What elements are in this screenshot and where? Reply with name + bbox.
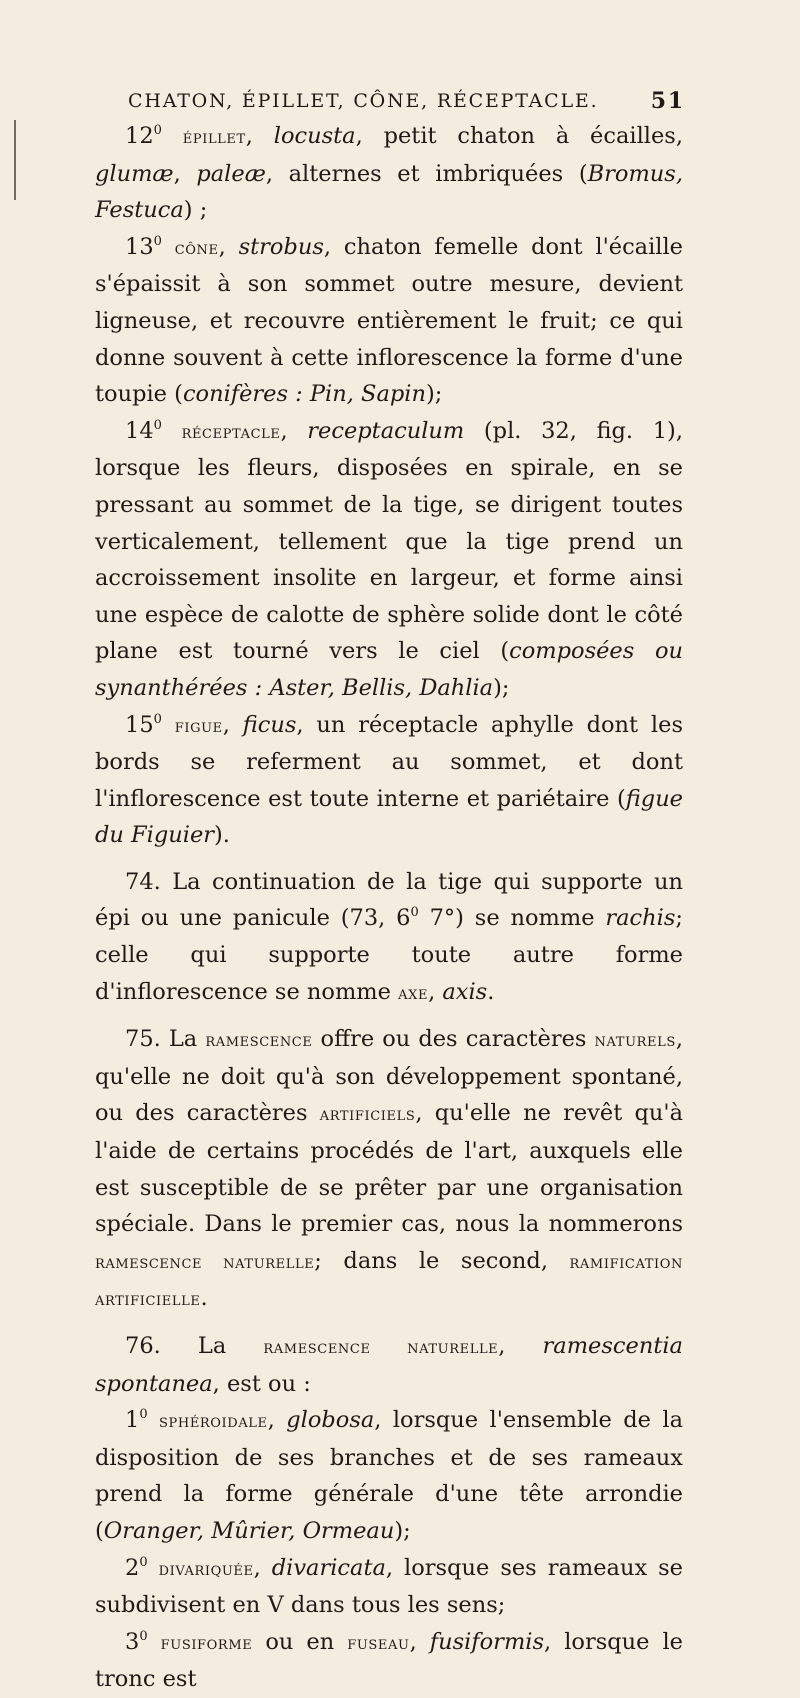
text-run: , bbox=[173, 160, 197, 187]
text-run: 76. La bbox=[125, 1333, 264, 1359]
text-run: , chaton femelle dont l'écaille s'épaissit à son sommet outre mesure, devient ligneuse, et recouvre entièrement le fruit; ce qui donne souvent à cette inflorescence la forme d'une toupie ( bbox=[95, 233, 683, 408]
small-caps-term: réceptacle bbox=[181, 420, 281, 443]
paragraph-receptacle bbox=[95, 413, 683, 707]
superscript: 0 bbox=[153, 417, 162, 433]
text-run: , lorsque l'ensemble de la disposition de ses branches et de ses rameaux prend la forme générale d'une tête arrondie ( bbox=[95, 1407, 683, 1544]
superscript: 0 bbox=[153, 233, 162, 249]
text-run: , qu'elle ne revêt qu'à l'aide de certains procédés de l'art, auxquels elle est susceptible de se prêter par une organisation spéciale. Dans le premier cas, nous la nommerons bbox=[95, 1100, 683, 1238]
small-caps-term: fuseau bbox=[347, 1631, 410, 1654]
text-run: , petit chaton à écailles, bbox=[355, 123, 683, 149]
italic-term: axis bbox=[442, 978, 488, 1005]
paragraph-divariquee bbox=[95, 1550, 683, 1624]
text-run: 14 bbox=[125, 417, 154, 444]
text-run bbox=[162, 418, 182, 444]
text-run bbox=[148, 1629, 161, 1655]
page-number: 51 bbox=[650, 88, 685, 114]
text-run: , lorsque ses rameaux se subdivisent en V dans tous les sens; bbox=[95, 1554, 684, 1619]
text-run: ); bbox=[425, 381, 443, 408]
text-run: ); bbox=[493, 674, 510, 701]
paragraph-fusiforme bbox=[95, 1624, 683, 1698]
text-run: , bbox=[409, 1628, 430, 1655]
text-run: , lorsque le tronc est bbox=[95, 1628, 683, 1693]
text-run: . bbox=[487, 978, 495, 1005]
text-run: , qu'elle ne doit qu'à son développement spontané, ou des caractères bbox=[95, 1026, 683, 1127]
italic-term: paleæ bbox=[196, 160, 266, 187]
text-run: 3 bbox=[125, 1628, 140, 1655]
text-run: , bbox=[253, 1554, 272, 1581]
text-run: , bbox=[218, 233, 239, 260]
text-run bbox=[148, 1407, 159, 1433]
text-run: , bbox=[222, 711, 243, 738]
italic-term: composées ou synanthérées : Aster, Bellis, Dahlia bbox=[95, 638, 683, 701]
superscript: 0 bbox=[139, 1554, 148, 1570]
small-caps-term: sphéroidale bbox=[159, 1410, 268, 1433]
superscript: 0 bbox=[153, 123, 162, 138]
text-run: 2 bbox=[125, 1554, 140, 1581]
small-caps-term: fusiforme bbox=[160, 1631, 253, 1654]
text-run: , bbox=[428, 978, 443, 1005]
page-header bbox=[128, 90, 685, 120]
italic-term: figue du Figuier bbox=[95, 785, 683, 849]
italic-term: divaricata bbox=[271, 1554, 386, 1581]
text-run: ; celle qui supporte toute autre forme d'inflorescence se nomme bbox=[95, 905, 683, 1005]
small-caps-term: cône bbox=[174, 236, 219, 259]
text-run: , un réceptacle aphylle dont les bords se referment au sommet, et dont l'inflorescence est toute interne et pariétaire ( bbox=[95, 711, 683, 812]
superscript: 0 bbox=[153, 711, 162, 727]
italic-term: locusta bbox=[273, 123, 356, 149]
margin-line bbox=[14, 120, 16, 200]
text-run: ) ; bbox=[183, 197, 208, 224]
text-run: . bbox=[200, 1285, 208, 1312]
text-run: 12 bbox=[125, 123, 154, 149]
small-caps-term: naturels bbox=[594, 1029, 676, 1052]
small-caps-term: épillet bbox=[182, 126, 246, 148]
italic-term: rachis bbox=[605, 905, 676, 932]
superscript: 0 bbox=[410, 905, 419, 921]
text-run bbox=[162, 234, 175, 260]
italic-term: Oranger, Mûrier, Ormeau bbox=[103, 1517, 395, 1544]
page-body bbox=[95, 118, 683, 1698]
italic-term: fusiformis bbox=[429, 1628, 545, 1655]
text-run: offre ou des caractères bbox=[312, 1026, 595, 1053]
text-run: ; dans le second, bbox=[314, 1247, 570, 1274]
text-run: 7°) se nomme bbox=[418, 905, 606, 932]
text-run bbox=[162, 712, 175, 738]
text-run bbox=[162, 123, 183, 149]
italic-term: strobus bbox=[238, 233, 324, 260]
paragraph-74 bbox=[95, 864, 683, 1011]
small-caps-term: figue bbox=[174, 714, 223, 737]
small-caps-term: artificiels bbox=[319, 1103, 416, 1126]
small-caps-term: ramescence naturelle bbox=[95, 1250, 315, 1273]
small-caps-term: axe bbox=[398, 981, 429, 1004]
running-head: CHATON, ÉPILLET, CÔNE, RÉCEPTACLE. bbox=[128, 90, 599, 112]
text-run: ou en bbox=[252, 1628, 348, 1655]
paragraph-spheroidale bbox=[95, 1402, 683, 1549]
text-run: , bbox=[280, 417, 308, 444]
text-run: ). bbox=[214, 822, 230, 849]
italic-term: receptaculum bbox=[307, 417, 465, 444]
text-run: 13 bbox=[125, 233, 154, 260]
italic-term: Bromus, Festuca bbox=[95, 160, 683, 224]
text-run: , bbox=[498, 1333, 543, 1359]
text-run: , alternes et imbriquées ( bbox=[265, 160, 588, 187]
text-run: 74. La continuation de la tige qui supporte un épi ou une panicule (73, 6 bbox=[95, 868, 683, 932]
text-run: , bbox=[267, 1407, 287, 1434]
paragraph-figue bbox=[95, 707, 683, 854]
text-run: 15 bbox=[125, 711, 154, 738]
text-run bbox=[148, 1555, 159, 1581]
text-run: 1 bbox=[125, 1407, 140, 1434]
small-caps-term: ramification artificielle bbox=[95, 1250, 683, 1311]
italic-term: glumæ bbox=[95, 160, 174, 187]
superscript: 0 bbox=[139, 1407, 148, 1423]
text-run: , est ou : bbox=[212, 1370, 311, 1397]
italic-term: globosa bbox=[286, 1407, 375, 1434]
italic-term: ficus bbox=[242, 711, 297, 738]
text-run: , bbox=[245, 123, 274, 149]
text-run: (pl. 32, fig. 1), lorsque les fleurs, disposées en spirale, en se pressant au sommet de la tige, se dirigent toutes verticalement, tellement que la tige prend un accroissement insolite en largeur, et forme ainsi une espèce de calotte de sphère solide dont le côté plane est tourné vers le ciel ( bbox=[95, 417, 683, 665]
small-caps-term: divariquée bbox=[158, 1557, 254, 1580]
superscript: 0 bbox=[139, 1628, 148, 1644]
italic-term: ramescentia spontanea bbox=[95, 1333, 683, 1397]
paragraph-cone bbox=[95, 229, 683, 413]
italic-term: conifères : Pin, Sapin bbox=[182, 381, 426, 408]
small-caps-term: ramescence naturelle bbox=[263, 1336, 499, 1358]
small-caps-term: ramescence bbox=[205, 1029, 313, 1052]
text-run: ); bbox=[394, 1517, 411, 1544]
paragraph-epillet bbox=[95, 118, 683, 229]
text-run: 75. La bbox=[125, 1026, 206, 1053]
paragraph-76 bbox=[95, 1328, 683, 1402]
paragraph-75 bbox=[95, 1021, 683, 1318]
